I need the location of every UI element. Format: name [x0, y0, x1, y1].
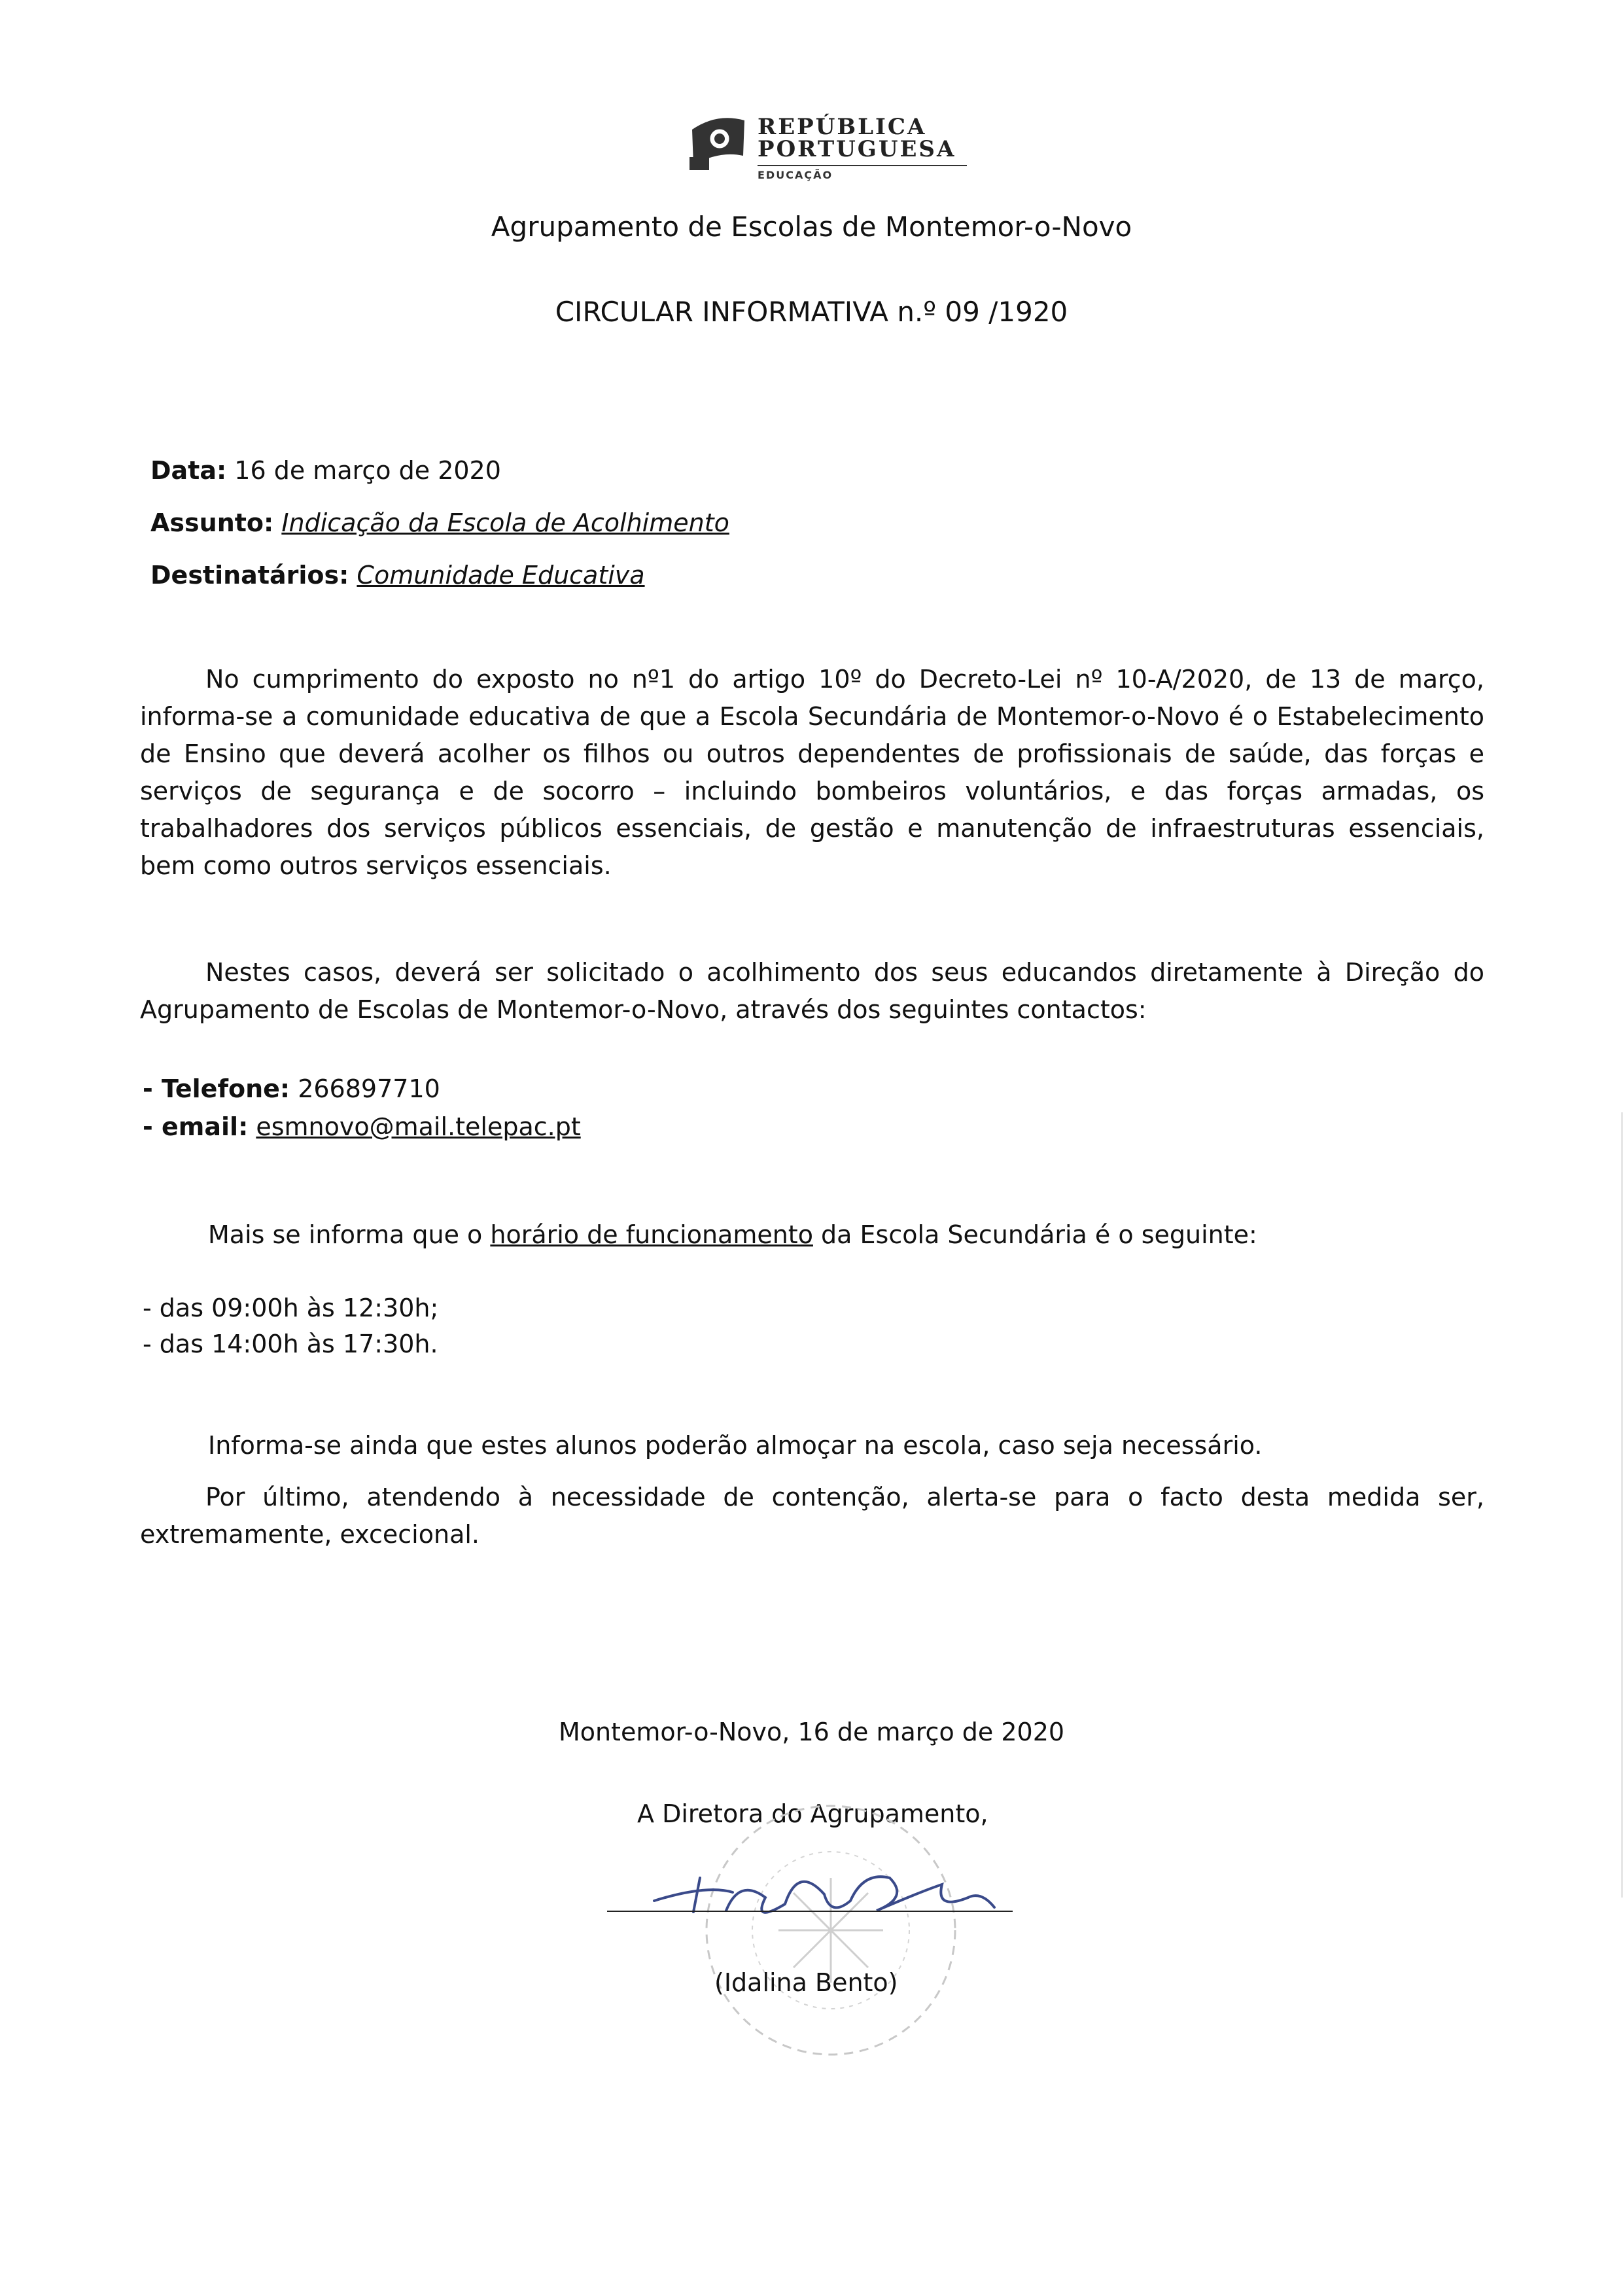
email-link[interactable]: esmnovo@mail.telepac.pt — [256, 1112, 581, 1141]
signer-name: (Idalina Bento) — [714, 1968, 898, 1997]
paragraph-decree-text: No cumprimento do exposto no nº1 do artigo 10º do Decreto-Lei nº 10-A/2020, de 13 de março, informa-se a comunidade educativa de que a Escola Secundária de Montemor-o-Novo é o Estabelecimento de Ensino que deverá acolher os filhos ou outros dependentes de profissionais de saúde, das forças e serviços de segurança e de socorro – incluindo bombeiros voluntários, e das forças armadas, os trabalhadores dos serviços públicos essenciais, de gestão e manutenção de infraestruturas essenciais, bem como outros serviços essenciais. — [140, 665, 1484, 880]
date-value: 16 de março de 2020 — [234, 456, 501, 485]
circular-title: CIRCULAR INFORMATIVA n.º 09 /1920 — [555, 296, 1068, 328]
subject-label: Assunto: — [150, 508, 274, 537]
meta-subject — [150, 508, 729, 537]
paragraph-contacts — [140, 954, 1484, 1029]
government-logo — [687, 111, 968, 183]
email-label: - email: — [143, 1112, 249, 1141]
recipients-label: Destinatários: — [150, 561, 349, 590]
logo-line-portuguesa: PORTUGUESA — [758, 136, 956, 162]
place-and-date: Montemor-o-Novo, 16 de março de 2020 — [558, 1718, 1065, 1746]
signer-role: A Diretora do Agrupamento, — [637, 1799, 988, 1828]
hours-morning: - das 09:00h às 12:30h; — [143, 1294, 439, 1322]
coat-of-arms-icon — [687, 116, 747, 173]
meta-date — [150, 456, 501, 485]
phone-label: - Telefone: — [143, 1074, 290, 1103]
hours-intro-after: da Escola Secundária é o seguinte: — [821, 1220, 1257, 1249]
paragraph-decree — [140, 661, 1484, 885]
paragraph-containment — [140, 1479, 1484, 1553]
signature-line — [607, 1911, 1013, 1912]
hours-intro-underlined: horário de funcionamento — [490, 1220, 813, 1249]
phone-value: 266897710 — [298, 1074, 440, 1103]
hours-intro-before: Mais se informa que o — [208, 1220, 483, 1249]
paragraph-containment-text: Por último, atendendo à necessidade de contenção, alerta-se para o facto desta medida ser, extremamente, excecional. — [140, 1483, 1484, 1549]
subject-value: Indicação da Escola de Acolhimento — [281, 508, 729, 537]
paragraph-contacts-text: Nestes casos, deverá ser solicitado o acolhimento dos seus educandos diretamente à Direção do Agrupamento de Escolas de Montemor-o-Novo, através dos seguintes contactos: — [140, 958, 1484, 1024]
recipients-value: Comunidade Educativa — [357, 561, 645, 590]
lunch-note: Informa-se ainda que estes alunos poderão almoçar na escola, caso seja necessário. — [208, 1431, 1263, 1460]
hours-intro — [208, 1220, 1257, 1249]
meta-recipients — [150, 561, 645, 590]
contact-phone — [143, 1074, 440, 1103]
hours-afternoon: - das 14:00h às 17:30h. — [143, 1330, 438, 1358]
logo-divider — [758, 165, 967, 166]
logo-line-republica: REPÚBLICA — [758, 114, 927, 140]
contact-email — [143, 1112, 581, 1141]
handwritten-signature-icon — [628, 1839, 1021, 1937]
logo-line-educacao: EDUCAÇÃO — [758, 169, 833, 181]
date-label: Data: — [150, 456, 227, 485]
school-name: Agrupamento de Escolas de Montemor-o-Novo — [491, 211, 1132, 243]
